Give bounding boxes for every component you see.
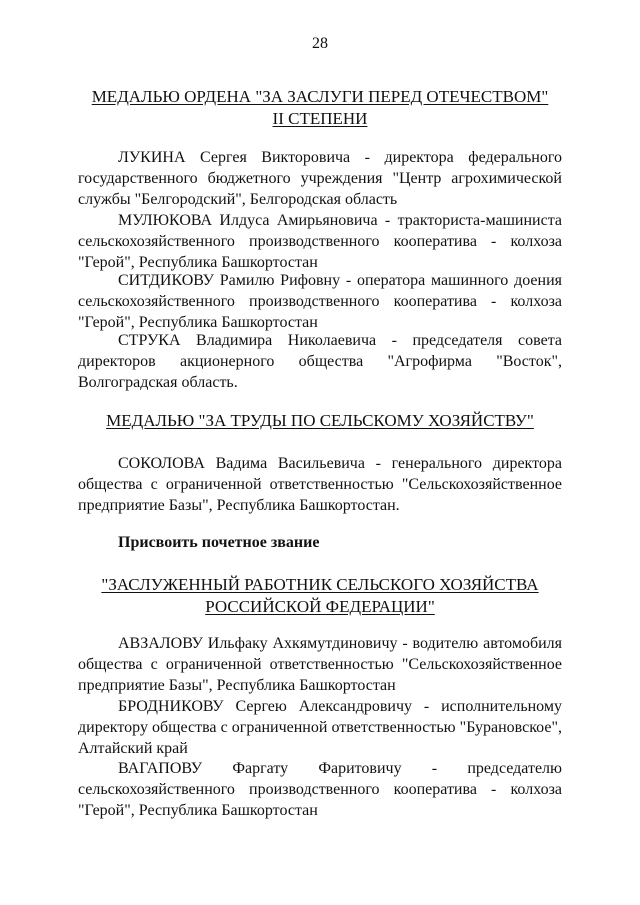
- award-entry: СОКОЛОВА Вадима Васильевича - генерального директора общества с ограниченной ответственностью "Сельскохозяйственное предприятие Базы", Республика Башкортостан.: [78, 455, 562, 514]
- award-entry: АВЗАЛОВУ Ильфаку Ахкямутдиновичу - водителю автомобиля общества с ограниченной ответственностью "Сельскохозяйственное предприятие Базы", Республика Башкортостан: [78, 635, 562, 694]
- award-entry: ЛУКИНА Сергея Викторовича - директора федерального государственного бюджетного учреждения "Центр агрохимической службы "Белгородский", Белгородская область: [78, 149, 562, 208]
- heading-line: РОССИЙСКОЙ ФЕДЕРАЦИИ": [205, 597, 435, 616]
- award-entry: МУЛЮКОВА Илдуса Амирьяновича - тракториста-машиниста сельскохозяйственного производственного кооператива - колхоза "Герой", Республика Башкортостан: [78, 212, 562, 271]
- heading-line: "ЗАСЛУЖЕННЫЙ РАБОТНИК СЕЛЬСКОГО ХОЗЯЙСТВА: [101, 575, 539, 594]
- page-number: 28: [312, 35, 328, 52]
- section-heading-agriculture-medal: [72, 410, 568, 432]
- heading-line: II СТЕПЕНИ: [272, 109, 368, 128]
- section-heading-order-medal: [72, 86, 568, 130]
- assign-title-label: Присвоить почетное звание: [118, 534, 320, 551]
- award-entry: СИТДИКОВУ Рамилю Рифовну - оператора машинного доения сельскохозяйственного производственного кооператива - колхоза "Герой", Республика Башкортостан: [78, 272, 562, 331]
- heading-line: МЕДАЛЬЮ ОРДЕНА "ЗА ЗАСЛУГИ ПЕРЕД ОТЕЧЕСТВОМ": [91, 87, 549, 106]
- award-entry: БРОДНИКОВУ Сергею Александровичу - исполнительному директору общества с ограниченной ответственностью "Бурановское", Алтайский край: [78, 698, 562, 757]
- award-entry: ВАГАПОВУ Фаргату Фаритовичу - председателю сельскохозяйственного производственного кооператива - колхоза "Герой", Республика Башкортостан: [78, 760, 562, 819]
- award-entry: СТРУКА Владимира Николаевича - председателя совета директоров акционерного общества "Агрофирма "Восток", Волгоградская область.: [78, 332, 562, 391]
- heading-line: МЕДАЛЬЮ "ЗА ТРУДЫ ПО СЕЛЬСКОМУ ХОЗЯЙСТВУ": [106, 411, 534, 430]
- section-heading-honorary-title: [72, 574, 568, 618]
